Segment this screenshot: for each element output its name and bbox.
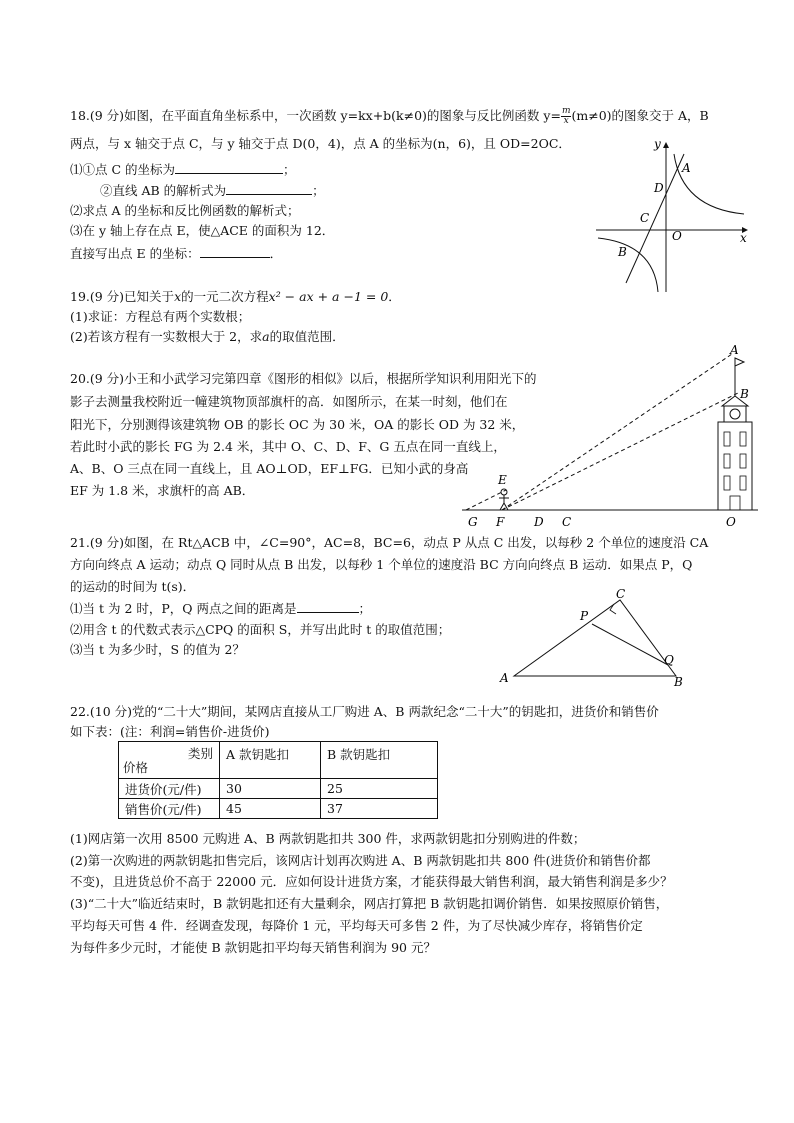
table-cell-a: 45 [220, 799, 321, 819]
q18-fraction [561, 107, 572, 126]
q18-answer-blank-c[interactable] [175, 161, 283, 174]
q18-line-1 [70, 107, 709, 126]
q19-var-a: a [262, 329, 270, 344]
q21-sub-3: ⑶当 t 为多少时，S 的值为 2？ [70, 642, 245, 657]
q20-line-2: 影子去测量我校附近一幢建筑物顶部旗杆的高．如图所示，在某一时刻，他们在 [70, 394, 508, 409]
q20-line-6: EF 为 1.8 米，求旗杆的高 AB． [70, 483, 255, 498]
q18-text-b: (m≠0)的图象交于 A，B [571, 108, 709, 123]
q21-line-1: 21.(9 分)如图，在 Rt△ACB 中，∠C=90°，AC=8，BC=6，动点 P 从点 C 出发，以每秒 2 个单位的速度沿 CA [70, 535, 709, 550]
q22-sub-2b: 不变)，且进货总价不高于 22000 元．应如何设计进货方案，才能获得最大销售利润，最大销售利润是多少？ [70, 874, 673, 889]
table-corner-bottom: 价格 [123, 760, 149, 775]
q19-sub-2 [70, 329, 345, 345]
q18-sub-3b [70, 245, 282, 262]
q20-fig-point-d: D [534, 515, 544, 529]
q19-sub-2-text-b: 的取值范围． [269, 329, 345, 344]
q20-line-3: 阳光下，分别测得该建筑物 OB 的影长 OC 为 30 米，OA 的影长 OD 为 32 米， [70, 417, 525, 432]
q20-building-figure [462, 340, 762, 530]
q20-line-4: 若此时小武的影长 FG 为 2.4 米，其中 O、C、D、F、G 五点在同一直线上， [70, 439, 506, 454]
q20-fig-point-f: F [496, 515, 505, 529]
q18-answer-blank-ab[interactable] [226, 182, 312, 195]
table-header-b: B 款钥匙扣 [321, 742, 438, 779]
q21-sub-1 [70, 600, 371, 617]
table-cell-b: 25 [321, 779, 438, 799]
q22-sub-3c: 为每件多少元时，才能使 B 款钥匙扣平均每天销售利润为 90 元？ [70, 940, 436, 955]
q18-answer-blank-e[interactable] [200, 245, 270, 258]
q21-fig-point-b: B [674, 675, 683, 689]
q22-sub-2: (2)第一次购进的两款钥匙扣售完后，该网店计划再次购进 A、B 两款钥匙扣共 800 件(进货价和销售价都 [70, 853, 651, 868]
q18-fig-point-d: D [654, 181, 664, 195]
table-row-label: 进货价(元/件) [119, 779, 220, 799]
q20-fig-point-g: G [468, 515, 478, 529]
q21-sub-1-text: ⑴当 t 为 2 时，P，Q 两点之间的距离是 [70, 601, 297, 616]
q21-answer-blank-pq[interactable] [297, 600, 359, 613]
q21-semicolon: ； [358, 601, 372, 616]
q21-fig-point-p: P [580, 609, 589, 623]
q18-line-2: 两点，与 x 轴交于点 C，与 y 轴交于点 D(0，4)，点 A 的坐标为(n，6)，且 OD=2OC． [70, 136, 571, 151]
q22-line-1: 22.(10 分)党的“二十大”期间，某网店直接从工厂购进 A、B 两款纪念“二十大”的钥匙扣，进货价和销售价 [70, 704, 659, 719]
q21-fig-point-a: A [500, 671, 509, 685]
q19-text-c: ． [388, 289, 401, 304]
q22-sub-3b: 平均每天可售 4 件．经调查发现，每降价 1 元，平均每天可多售 2 件，为了尽快减少库存，将销售价定 [70, 918, 643, 933]
table-header-row [119, 742, 438, 779]
q18-sub-1b [100, 182, 325, 199]
q19-equation: x² − ax + a −1 = 0 [268, 289, 389, 304]
q22-sub-1: (1)网店第一次用 8500 元购进 A、B 两款钥匙扣共 300 件，求两款钥匙扣分别购进的件数； [70, 831, 586, 846]
q19-text-a: 19.(9 分)已知关于 [70, 289, 175, 304]
table-corner-cell [119, 742, 220, 779]
table-corner-top: 类别 [187, 746, 213, 761]
q18-period: ． [269, 246, 283, 261]
table-header-a: A 款钥匙扣 [220, 742, 321, 779]
q20-fig-point-o: O [726, 515, 736, 529]
q21-sub-2: ⑵用含 t 的代数式表示△CPQ 的面积 S，并写出此时 t 的取值范围； [70, 622, 451, 637]
q19-sub-1: (1)求证：方程总有两个实数根； [70, 309, 251, 324]
q18-semicolon-2: ； [312, 183, 325, 198]
q18-fig-point-a: A [682, 161, 691, 175]
q18-sub-2: ⑵求点 A 的坐标和反比例函数的解析式； [70, 203, 300, 218]
q21-fig-point-q: Q [664, 653, 674, 667]
q22-sub-3: (3)“二十大”临近结束时，B 款钥匙扣还有大量剩余，网店打算把 B 款钥匙扣调价销售．如果按照原价销售， [70, 896, 669, 911]
table-cell-a: 30 [220, 779, 321, 799]
q21-line-2: 方向向终点 A 运动；动点 Q 同时从点 B 出发，以每秒 1 个单位的速度沿 BC 方向向终点 B 运动．如果点 P，Q [70, 557, 693, 572]
q19-line-1 [70, 289, 401, 305]
q18-frac-num: m [561, 106, 571, 116]
q19-var-x: x [174, 289, 182, 304]
q18-sub-1a-text: ⑴①点 C 的坐标为 [70, 162, 176, 177]
table-row [119, 799, 438, 819]
q20-line-1: 20.(9 分)小王和小武学习完第四章《图形的相似》以后，根据所学知识利用阳光下的 [70, 371, 537, 386]
q20-fig-point-e: E [498, 473, 507, 487]
q18-coordinate-figure [596, 137, 756, 300]
q22-line-2: 如下表：(注：利润=销售价-进货价) [70, 724, 270, 739]
q21-line-3: 的运动的时间为 t(s)． [70, 579, 196, 594]
q20-fig-point-b: B [740, 387, 749, 401]
q18-fig-point-o: O [672, 229, 682, 243]
q18-fig-point-b: B [618, 245, 627, 259]
table-cell-b: 37 [321, 799, 438, 819]
q20-line-5: A、B、O 三点在同一直线上，且 AO⊥OD，EF⊥FG．已知小武的身高 [70, 461, 469, 476]
q18-sub-1b-text: ②直线 AB 的解析式为 [100, 183, 227, 198]
q18-frac-den: x [563, 116, 569, 126]
table-row [119, 779, 438, 799]
q18-fig-x-label: x [740, 231, 747, 245]
q19-sub-2-text-a: (2)若该方程有一实数根大于 2，求 [70, 329, 263, 344]
q18-semicolon-1: ； [283, 162, 296, 177]
q19-text-b: 的一元二次方程 [181, 289, 269, 304]
q18-fig-y-label: y [654, 137, 661, 151]
q18-text-a: 18.(9 分)如图，在平面直角坐标系中，一次函数 y=kx+b(k≠0)的图象与反比例函数 y= [70, 108, 561, 123]
q21-triangle-figure [500, 588, 700, 688]
q18-fig-point-c: C [640, 211, 650, 225]
table-row-label: 销售价(元/件) [119, 799, 220, 819]
q20-fig-point-c: C [562, 515, 572, 529]
q20-fig-point-a: A [730, 343, 739, 357]
q18-sub-1a [70, 161, 296, 178]
q21-fig-point-c: C [616, 587, 626, 601]
q22-price-table [118, 741, 438, 819]
q18-sub-3b-text: 直接写出点 E 的坐标： [70, 246, 200, 261]
q18-sub-3: ⑶在 y 轴上存在点 E，使△ACE 的面积为 12． [70, 223, 335, 238]
